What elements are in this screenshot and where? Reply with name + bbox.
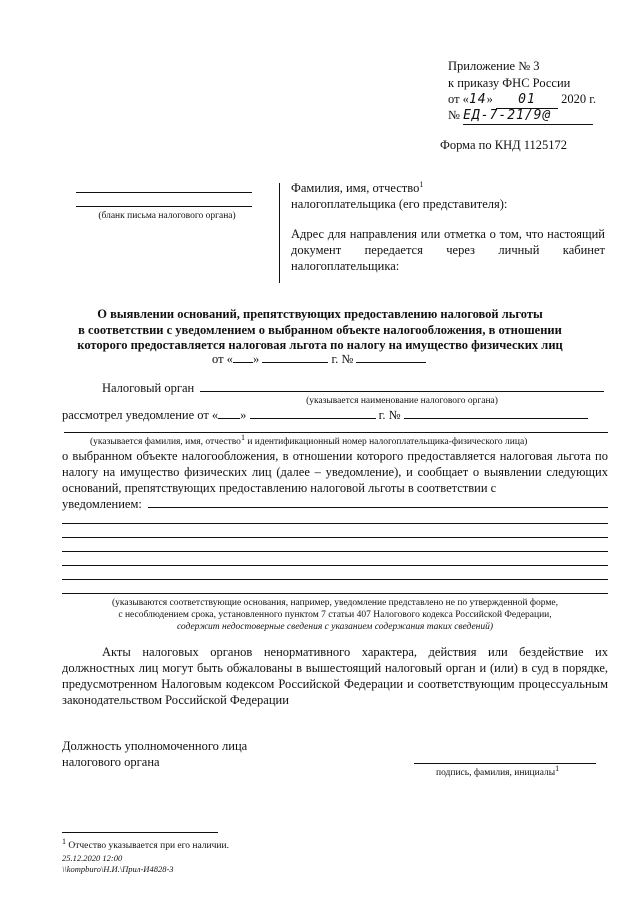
appendix-date-year: 2020 г. <box>561 92 597 106</box>
person-line <box>64 432 608 433</box>
heading-line-2: в соответствии с уведомлением о выбранном объекте налогообложения, в отношении <box>78 323 562 337</box>
appendix-order: к приказу ФНС России <box>448 76 571 90</box>
footnote-divider <box>62 832 218 833</box>
appeal-paragraph: Акты налоговых органов ненормативного характера, действия или бездействие их должностных лиц могут быть обжалованы в вышестоящий налоговый орган и (или) в суд в порядке, предусмотренном Налоговым кодексом Российской Федерации и соответствующим процессуальным законодательством Российской Федерации <box>62 645 608 707</box>
tax-organ-line <box>200 391 604 392</box>
grounds-caption-3: содержит недостоверные сведения с указанием содержания таких сведений) <box>176 622 494 632</box>
stamp-file: \\kompburo\Н.И.\Прил-И4828-3 <box>62 864 174 874</box>
appendix-number: № ЕД-7-21/9@ <box>448 107 593 125</box>
grounds-caption-1: (указываются соответствующие основания, например, уведомление представлено не по утвержденной форме, <box>112 598 558 608</box>
vertical-divider <box>279 183 280 283</box>
reviewed-label: рассмотрел уведомление от « » г. № <box>62 407 588 423</box>
letterhead-line-2 <box>76 206 252 207</box>
form-code: Форма по КНД 1125172 <box>440 138 568 152</box>
grounds-caption-2: с несоблюдением срока, установленного пунктом 7 статьи 407 Налогового кодекса Российской Федерации, <box>118 610 552 620</box>
signatory-position: Должность уполномоченного лица <box>62 739 248 753</box>
appendix-date: от «14» 01 2020 г. <box>448 92 597 107</box>
appendix-date-month: 01 <box>496 92 558 109</box>
footnote: $^1$ Отчество указывается при его наличии. <box>62 836 229 851</box>
signature-caption: подпись, фамилия, инициалы$^1$ <box>436 763 560 778</box>
grounds-line-2 <box>62 523 608 524</box>
appendix-title: Приложение № 3 <box>448 59 540 73</box>
signatory-position-2: налогового органа <box>62 755 160 769</box>
tax-organ-label: Налоговый орган <box>102 381 195 395</box>
grounds-line-7 <box>62 593 608 594</box>
appendix-number-value: ЕД-7-21/9@ <box>463 108 593 125</box>
recipient-fio-label: Фамилия, имя, отчество$^1$ <box>291 179 424 195</box>
grounds-line-4 <box>62 551 608 552</box>
body-paragraph: о выбранном объекте налогообложения, в отношении которого предоставляется налоговая льгота по налогу на имущество физических лиц (далее – уведомление), и сообщает о выявлении следующих оснований, препятствующих предоставлению налоговой льготы в соответствии с <box>62 449 608 495</box>
recipient-address: Адрес для направления или отметка о том, что настоящий документ передается через личный кабинет налогоплательщика: <box>291 227 605 273</box>
grounds-line-3 <box>62 537 608 538</box>
stamp-date: 25.12.2020 12:00 <box>62 853 123 863</box>
letterhead-line-1 <box>76 192 252 193</box>
heading-line-1: О выявлении оснований, препятствующих предоставлению налоговой льготы <box>97 307 543 321</box>
appendix-date-day: 14 <box>468 92 487 107</box>
grounds-line-6 <box>62 579 608 580</box>
heading-line-3: которого предоставляется налоговая льгота по налогу на имущество физических лиц <box>77 338 563 352</box>
grounds-line-5 <box>62 565 608 566</box>
letterhead-caption: (бланк письма налогового органа) <box>98 211 236 221</box>
signature-line <box>414 763 596 764</box>
grounds-line-1 <box>148 507 608 508</box>
person-caption: (указывается фамилия, имя, отчество$^1$ и идентификационный номер налогоплательщика-физического лица) <box>90 432 528 447</box>
tax-organ-caption: (указывается наименование налогового органа) <box>306 396 498 406</box>
notice-label: уведомлением: <box>62 497 142 511</box>
recipient-fio-label-2: налогоплательщика (его представителя): <box>291 197 508 211</box>
heading-date-number: от « » г. № <box>212 351 426 367</box>
